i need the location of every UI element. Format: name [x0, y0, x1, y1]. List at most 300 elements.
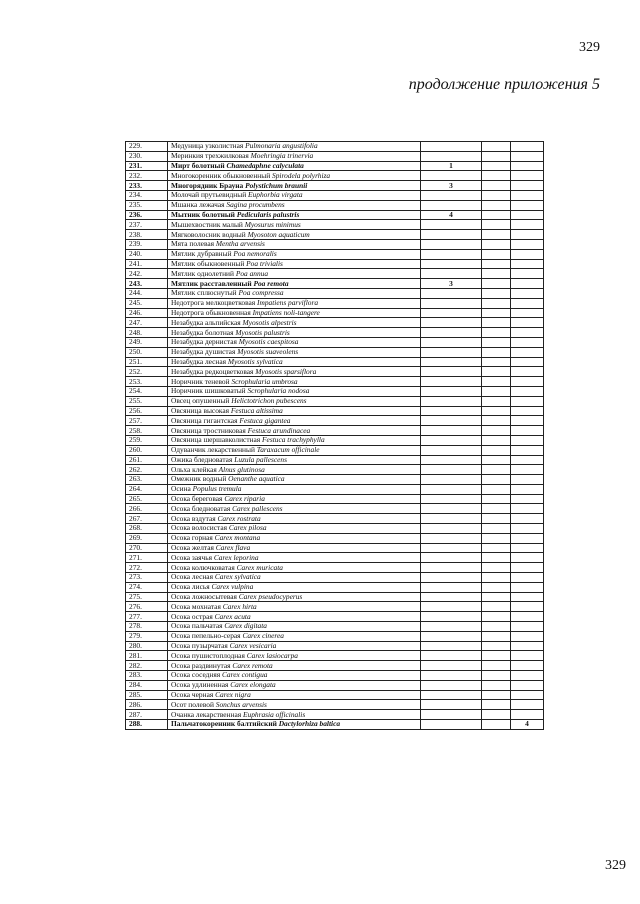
category-col-b — [482, 435, 511, 445]
category-col-c — [511, 171, 544, 181]
russian-name: Овсец опушенный — [171, 396, 232, 406]
row-number: 262. — [126, 465, 168, 475]
table-row — [126, 465, 544, 475]
row-number: 254. — [126, 386, 168, 396]
row-number: 238. — [126, 230, 168, 240]
species-name-cell — [168, 573, 421, 583]
category-col-a — [421, 671, 482, 681]
category-col-a — [421, 573, 482, 583]
row-number: 250. — [126, 347, 168, 357]
latin-name: Taraxacum officinale — [256, 445, 320, 455]
russian-name: Меринкия трехжилковая — [171, 151, 251, 161]
species-name-cell — [168, 328, 421, 338]
row-number: 263. — [126, 475, 168, 485]
row-number: 229. — [126, 142, 168, 152]
row-number: 251. — [126, 357, 168, 367]
latin-name: Polystichum braunii — [245, 180, 308, 190]
latin-name: Myosotis sylvatica — [227, 357, 283, 366]
latin-name: Festuca arundinacea — [247, 425, 311, 435]
latin-name: Sagina procumbens — [226, 200, 285, 210]
russian-name: Осот полевой — [171, 699, 216, 709]
latin-name: Oenanthe aquatica — [228, 474, 285, 484]
russian-name: Мытник болотный — [171, 210, 237, 219]
table-row — [126, 308, 544, 318]
species-name-cell — [168, 455, 421, 465]
table-row — [126, 190, 544, 200]
species-name-cell — [168, 484, 421, 494]
russian-name: Осока ложносытевая — [171, 592, 239, 602]
category-col-c — [511, 514, 544, 524]
category-col-b — [482, 465, 511, 475]
category-col-a — [421, 524, 482, 534]
species-name-cell — [168, 269, 421, 279]
row-number: 258. — [126, 426, 168, 436]
latin-name: Carex pallescens — [232, 503, 283, 513]
russian-name: Осока раздвинутая — [171, 660, 233, 670]
category-col-c — [511, 210, 544, 220]
category-col-b — [482, 651, 511, 661]
row-number: 242. — [126, 269, 168, 279]
russian-name: Медуница узколистная — [171, 141, 246, 151]
russian-name: Незабудка редкоцветковая — [171, 366, 256, 376]
table-row — [126, 651, 544, 661]
category-col-a — [421, 396, 482, 406]
species-name-cell — [168, 710, 421, 720]
table-row — [126, 455, 544, 465]
russian-name: Осока лесная — [171, 572, 215, 582]
row-number: 282. — [126, 661, 168, 671]
category-col-a — [421, 239, 482, 249]
species-name-cell — [168, 151, 421, 161]
category-col-c — [511, 465, 544, 475]
table-row — [126, 435, 544, 445]
species-name-cell — [168, 279, 421, 289]
category-col-a — [421, 661, 482, 671]
category-col-a — [421, 622, 482, 632]
russian-name: Недотрога мелкоцветковая — [171, 298, 258, 308]
category-col-c — [511, 279, 544, 289]
table-row — [126, 426, 544, 436]
category-col-c — [511, 367, 544, 377]
table-row — [126, 602, 544, 612]
latin-name: Myosotis sparsiflora — [255, 366, 317, 376]
latin-name: Carex pilosa — [228, 523, 267, 533]
category-col-b — [482, 416, 511, 426]
category-col-a — [421, 318, 482, 328]
table-row — [126, 543, 544, 553]
table-row — [126, 622, 544, 632]
latin-name: Myosotis suaveolens — [237, 347, 299, 357]
table-row — [126, 631, 544, 641]
row-number: 277. — [126, 612, 168, 622]
table-row — [126, 337, 544, 347]
table-row — [126, 210, 544, 220]
russian-name: Осока пушистоплодная — [171, 650, 247, 660]
category-col-c — [511, 563, 544, 573]
latin-name: Helictotrichon pubescens — [231, 396, 307, 406]
russian-name: Норичник теневой — [171, 376, 232, 386]
russian-name: Молочай прутьевидный — [171, 190, 249, 200]
russian-name: Овсяница шершавколистная — [171, 435, 263, 445]
russian-name: Очанка лекарственная — [171, 709, 243, 719]
latin-name: Myosotis palustris — [235, 327, 290, 337]
category-col-b — [482, 592, 511, 602]
category-col-a: 4 — [421, 210, 482, 220]
category-col-c — [511, 337, 544, 347]
category-col-c — [511, 690, 544, 700]
species-name-cell — [168, 661, 421, 671]
species-name-cell — [168, 435, 421, 445]
russian-name: Мирт болотный — [171, 161, 227, 170]
row-number: 273. — [126, 573, 168, 583]
russian-name: Осока удлиненная — [171, 680, 231, 690]
table-row — [126, 671, 544, 681]
category-col-a — [421, 386, 482, 396]
category-col-c — [511, 377, 544, 387]
species-name-cell — [168, 230, 421, 240]
category-col-b — [482, 377, 511, 387]
category-col-b — [482, 622, 511, 632]
species-name-cell — [168, 220, 421, 230]
category-col-c — [511, 553, 544, 563]
species-name-cell — [168, 171, 421, 181]
category-col-a — [421, 377, 482, 387]
latin-name: Impatiens parviflora — [257, 298, 319, 308]
category-col-a — [421, 220, 482, 230]
species-name-cell — [168, 357, 421, 367]
category-col-c — [511, 386, 544, 396]
category-col-a — [421, 710, 482, 720]
category-col-c — [511, 288, 544, 298]
category-col-c — [511, 484, 544, 494]
species-name-cell — [168, 259, 421, 269]
category-col-b — [482, 318, 511, 328]
species-name-cell — [168, 161, 421, 171]
category-col-b — [482, 641, 511, 651]
species-name-cell — [168, 582, 421, 592]
category-col-c — [511, 161, 544, 171]
category-col-a — [421, 514, 482, 524]
category-col-a — [421, 612, 482, 622]
category-col-a — [421, 308, 482, 318]
category-col-c — [511, 700, 544, 710]
table-row — [126, 279, 544, 289]
row-number: 259. — [126, 435, 168, 445]
species-name-cell — [168, 641, 421, 651]
latin-name: Festuca altissima — [230, 406, 283, 415]
russian-name: Мятлик обыкновенный — [171, 259, 247, 268]
category-col-c — [511, 651, 544, 661]
russian-name: Мягковолосник водный — [171, 229, 248, 239]
category-col-a — [421, 563, 482, 573]
table-row — [126, 484, 544, 494]
page-number-bottom: 329 — [605, 858, 626, 873]
category-col-b — [482, 142, 511, 152]
table-row — [126, 386, 544, 396]
category-col-c — [511, 200, 544, 210]
category-col-a — [421, 504, 482, 514]
category-col-b — [482, 406, 511, 416]
russian-name: Овсяница высокая — [171, 406, 231, 415]
table-row — [126, 592, 544, 602]
latin-name: Luzula pallescens — [234, 455, 287, 464]
latin-name: Scrophularia umbrosa — [231, 376, 298, 386]
russian-name: Незабудка дернистая — [171, 337, 239, 347]
category-col-a — [421, 151, 482, 161]
category-col-b — [482, 426, 511, 436]
category-col-c — [511, 494, 544, 504]
latin-name: Carex digitata — [224, 621, 268, 631]
russian-name: Осока горная — [171, 533, 215, 543]
category-col-b — [482, 445, 511, 455]
category-col-c — [511, 249, 544, 259]
category-col-b — [482, 504, 511, 514]
category-col-b — [482, 582, 511, 592]
russian-name: Осока мохнатая — [171, 601, 223, 611]
category-col-c — [511, 533, 544, 543]
page-number-top: 329 — [579, 40, 600, 55]
russian-name: Осока заячья — [171, 552, 214, 562]
table-row — [126, 533, 544, 543]
species-name-cell — [168, 396, 421, 406]
row-number: 248. — [126, 328, 168, 338]
row-number: 279. — [126, 631, 168, 641]
row-number: 265. — [126, 494, 168, 504]
category-col-b — [482, 367, 511, 377]
russian-name: Ожика бледноватая — [171, 455, 235, 464]
row-number: 269. — [126, 533, 168, 543]
latin-name: Carex sylvatica — [214, 572, 261, 582]
table-row — [126, 416, 544, 426]
category-col-b — [482, 357, 511, 367]
category-col-a — [421, 288, 482, 298]
russian-name: Осина — [171, 484, 193, 494]
category-col-b — [482, 720, 511, 730]
russian-name: Незабудка болотная — [171, 327, 236, 337]
category-col-b — [482, 181, 511, 191]
category-col-b — [482, 631, 511, 641]
category-col-a — [421, 494, 482, 504]
row-number: 271. — [126, 553, 168, 563]
category-col-c — [511, 151, 544, 161]
russian-name: Осока бледноватая — [171, 503, 233, 513]
category-col-a: 1 — [421, 161, 482, 171]
latin-name: Carex remota — [232, 660, 273, 670]
table-row — [126, 230, 544, 240]
category-col-a — [421, 200, 482, 210]
table-row — [126, 161, 544, 171]
latin-name: Myosotis alpestris — [242, 317, 297, 327]
category-col-a — [421, 190, 482, 200]
category-col-b — [482, 455, 511, 465]
species-name-cell — [168, 249, 421, 259]
species-name-cell — [168, 337, 421, 347]
row-number: 255. — [126, 396, 168, 406]
table-row — [126, 582, 544, 592]
species-name-cell — [168, 142, 421, 152]
category-col-c — [511, 631, 544, 641]
latin-name: Carex montana — [214, 533, 261, 543]
row-number: 275. — [126, 592, 168, 602]
category-col-c — [511, 592, 544, 602]
species-name-cell — [168, 504, 421, 514]
category-col-c — [511, 347, 544, 357]
latin-name: Chamedaphne calyculata — [226, 161, 304, 170]
table-row — [126, 406, 544, 416]
category-col-c — [511, 612, 544, 622]
category-col-b — [482, 612, 511, 622]
table-row — [126, 573, 544, 583]
category-col-b — [482, 210, 511, 220]
category-col-b — [482, 239, 511, 249]
latin-name: Populus tremula — [192, 484, 242, 494]
table-row — [126, 328, 544, 338]
table-row — [126, 720, 544, 730]
latin-name: Euphorbia virgata — [248, 190, 303, 200]
category-col-a — [421, 720, 482, 730]
category-col-a: 3 — [421, 181, 482, 191]
category-col-b — [482, 190, 511, 200]
category-col-a — [421, 592, 482, 602]
species-name-cell — [168, 318, 421, 328]
species-name-cell — [168, 347, 421, 357]
table-row — [126, 524, 544, 534]
latin-name: Poa trivialis — [246, 259, 283, 268]
latin-name: Pulmonaria angustifolia — [245, 141, 318, 151]
russian-name: Мятлик дубравный — [171, 249, 234, 259]
latin-name: Carex elongata — [230, 680, 276, 690]
species-name-cell — [168, 298, 421, 308]
russian-name: Осока вздутая — [171, 513, 218, 523]
latin-name: Carex muricata — [236, 562, 283, 572]
category-col-a — [421, 142, 482, 152]
row-number: 270. — [126, 543, 168, 553]
species-name-cell — [168, 720, 421, 730]
category-col-b — [482, 543, 511, 553]
row-number: 257. — [126, 416, 168, 426]
category-col-b — [482, 553, 511, 563]
latin-name: Carex vesicaria — [229, 641, 277, 651]
species-name-cell — [168, 406, 421, 416]
latin-name: Carex acuta — [214, 611, 251, 621]
species-name-cell — [168, 239, 421, 249]
appendix-continuation-title: продолжение приложения 5 — [408, 76, 600, 93]
latin-name: Festuca gigantea — [239, 415, 291, 425]
category-col-c — [511, 543, 544, 553]
row-number: 237. — [126, 220, 168, 230]
category-col-b — [482, 288, 511, 298]
category-col-b — [482, 298, 511, 308]
species-name-cell — [168, 308, 421, 318]
latin-name: Alnus glutinosa — [218, 464, 265, 474]
species-name-cell — [168, 288, 421, 298]
category-col-a — [421, 641, 482, 651]
row-number: 288. — [126, 720, 168, 730]
row-number: 230. — [126, 151, 168, 161]
row-number: 243. — [126, 279, 168, 289]
table-row — [126, 151, 544, 161]
category-col-a — [421, 680, 482, 690]
russian-name: Осока пепельно-серая — [171, 631, 243, 641]
category-col-b — [482, 249, 511, 259]
species-name-cell — [168, 622, 421, 632]
row-number: 253. — [126, 377, 168, 387]
category-col-c — [511, 416, 544, 426]
species-name-cell — [168, 210, 421, 220]
species-name-cell — [168, 553, 421, 563]
category-col-a — [421, 230, 482, 240]
category-col-b — [482, 337, 511, 347]
russian-name: Осока острая — [171, 611, 215, 621]
species-name-cell — [168, 563, 421, 573]
category-col-c — [511, 622, 544, 632]
species-name-cell — [168, 543, 421, 553]
table-row — [126, 249, 544, 259]
table-row — [126, 563, 544, 573]
table-row — [126, 612, 544, 622]
table-row — [126, 220, 544, 230]
table-row — [126, 504, 544, 514]
species-name-cell — [168, 416, 421, 426]
category-col-c — [511, 259, 544, 269]
row-number: 283. — [126, 671, 168, 681]
category-col-c — [511, 680, 544, 690]
species-name-cell — [168, 367, 421, 377]
category-col-b — [482, 259, 511, 269]
latin-name: Moehringia trinervia — [250, 151, 314, 161]
category-col-b — [482, 484, 511, 494]
table-row — [126, 288, 544, 298]
category-col-b — [482, 279, 511, 289]
row-number: 245. — [126, 298, 168, 308]
species-name-cell — [168, 181, 421, 191]
row-number: 268. — [126, 524, 168, 534]
category-col-a — [421, 455, 482, 465]
latin-name: Carex contigua — [222, 670, 268, 680]
category-col-b — [482, 347, 511, 357]
table-row — [126, 181, 544, 191]
category-col-a — [421, 582, 482, 592]
species-name-cell — [168, 200, 421, 210]
table-row — [126, 661, 544, 671]
row-number: 284. — [126, 680, 168, 690]
category-col-a — [421, 543, 482, 553]
species-name-cell — [168, 494, 421, 504]
russian-name: Мятлик однолетний — [171, 268, 236, 278]
russian-name: Мята полевая — [171, 239, 216, 249]
row-number: 241. — [126, 259, 168, 269]
category-col-a — [421, 367, 482, 377]
table-row — [126, 357, 544, 367]
category-col-c — [511, 602, 544, 612]
table-row — [126, 259, 544, 269]
category-col-a — [421, 700, 482, 710]
row-number: 260. — [126, 445, 168, 455]
category-col-b — [482, 328, 511, 338]
table-row — [126, 514, 544, 524]
species-name-cell — [168, 445, 421, 455]
table-row — [126, 700, 544, 710]
category-col-c — [511, 181, 544, 191]
category-col-a — [421, 602, 482, 612]
table-row — [126, 475, 544, 485]
latin-name: Carex hirta — [222, 601, 257, 611]
species-name-cell — [168, 524, 421, 534]
row-number: 252. — [126, 367, 168, 377]
russian-name: Недотрога обыкновенная — [171, 308, 253, 317]
category-col-a — [421, 484, 482, 494]
russian-name: Незабудка альпийская — [171, 317, 243, 327]
